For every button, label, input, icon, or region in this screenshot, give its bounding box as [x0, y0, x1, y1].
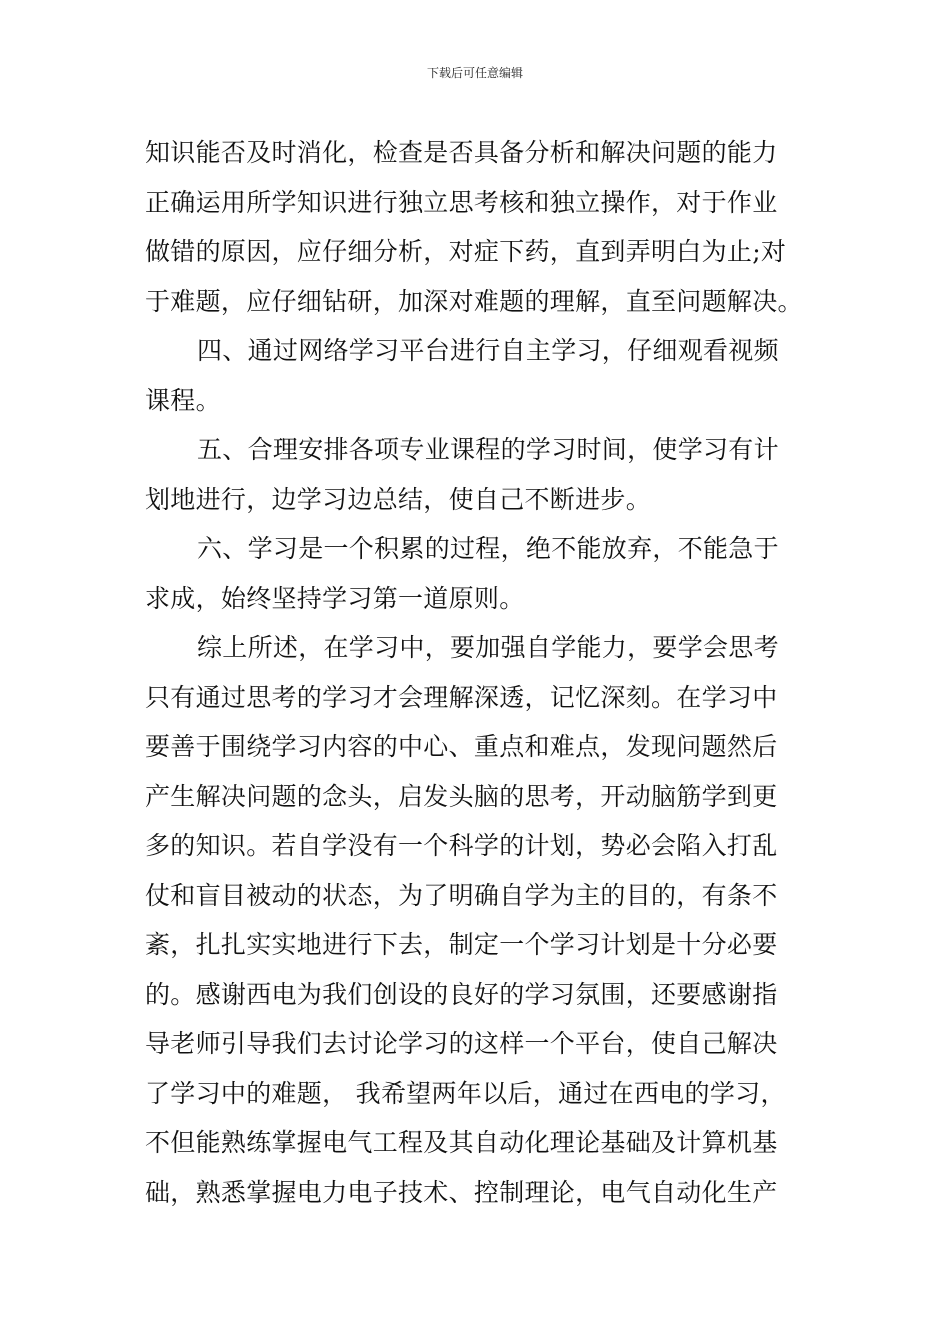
text-line-indented: 六、学习是一个积累的过程，绝不能放弃，不能急于	[197, 534, 779, 563]
text-line-indented: 四、通过网络学习平台进行自主学习，仔细观看视频	[197, 336, 779, 365]
text-line: 正确运用所学知识进行独立思考核和独立操作，对于作业	[145, 187, 778, 217]
page-header: 下载后可任意编辑	[426, 66, 523, 80]
text-line: 仗和盲目被动的状态，为了明确自学为主的目的，有条不	[145, 880, 778, 910]
text-line: 于难题，应仔细钻研，加深对难题的理解，直至问题解决。	[145, 286, 803, 316]
text-line: 划地进行，边学习边总结，使自己不断进步。	[145, 484, 652, 514]
text-line: 课程。	[145, 385, 221, 415]
text-line: 础，熟悉掌握电力电子技术、控制理论，电气自动化生产	[145, 1177, 778, 1207]
text-line: 产生解决问题的念头，启发头脑的思考，开动脑筋学到更	[145, 781, 778, 811]
text-line: 要善于围绕学习内容的中心、重点和难点，发现问题然后	[145, 732, 778, 761]
text-line: 了学习中的难题， 我希望两年以后，通过在西电的学习，	[145, 1078, 786, 1108]
text-line: 不但能熟练掌握电气工程及其自动化理论基础及计算机基	[145, 1128, 778, 1157]
text-line: 的。感谢西电为我们创设的良好的学习氛围，还要感谢指	[145, 979, 778, 1009]
text-line-indented: 综上所述，在学习中，要加强自学能力，要学会思考	[197, 633, 779, 662]
body-text	[145, 128, 815, 1217]
text-line: 导老师引导我们去讨论学习的这样一个平台，使自己解决	[145, 1029, 778, 1058]
text-line: 多的知识。若自学没有一个科学的计划，势必会陷入打乱	[145, 831, 778, 860]
text-line: 做错的原因，应仔细分析，对症下药，直到弄明白为止;对	[145, 237, 787, 266]
text-line: 知识能否及时消化，检查是否具备分析和解决问题的能力	[145, 138, 778, 167]
text-line: 紊，扎扎实实地进行下去，制定一个学习计划是十分必要	[145, 930, 778, 959]
text-line: 求成，始终坚持学习第一道原则。	[145, 583, 525, 613]
text-line-indented: 五、合理安排各项专业课程的学习时间，使学习有计	[197, 435, 779, 464]
text-line: 只有通过思考的学习才会理解深透，记忆深刻。在学习中	[145, 682, 778, 712]
